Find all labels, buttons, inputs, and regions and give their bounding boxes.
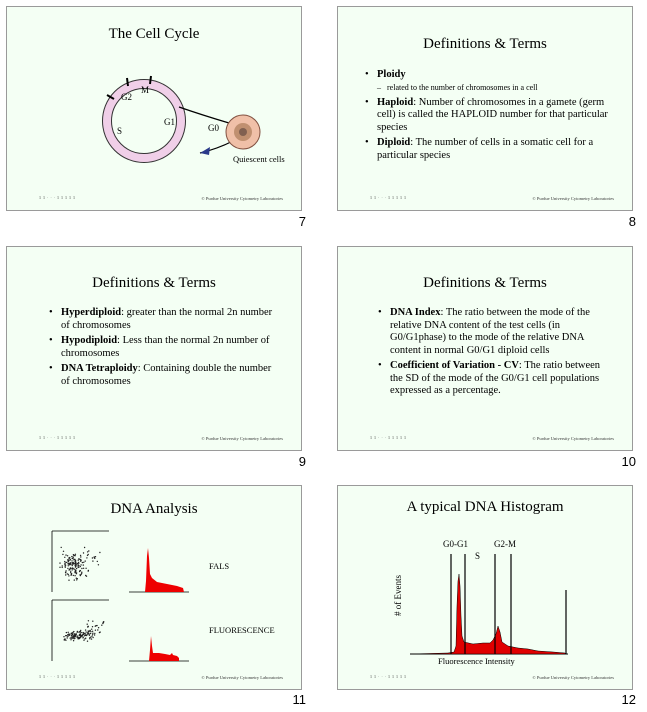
slide-title: DNA Analysis (110, 501, 198, 517)
footer-right: © Purdue University Cytometry Laboratories (201, 675, 283, 680)
slide-title: Definitions & Terms (423, 36, 547, 52)
scatter-point (75, 572, 76, 573)
scatter-point (66, 635, 67, 636)
scatter-point (87, 632, 88, 633)
scatter-point (59, 567, 60, 568)
scatter-point (65, 567, 66, 568)
scatter-point (67, 555, 68, 556)
scatter-point (75, 554, 76, 555)
g0-exit-line (179, 107, 229, 123)
scatter-point (72, 637, 73, 638)
scatter-point (91, 638, 92, 639)
scatter-point (92, 635, 93, 636)
scatter-point (76, 634, 77, 635)
scatter-point (83, 564, 84, 565)
scatter-point (80, 564, 81, 565)
label-s: S (117, 126, 123, 136)
scatter-point (72, 568, 73, 569)
scatter-point (68, 563, 69, 564)
scatter-point (62, 554, 63, 555)
scatter-point (65, 562, 66, 563)
sub-bullet-item: – related to the number of chromosomes in a cell (365, 83, 610, 93)
scatter-point (75, 563, 76, 564)
scatter-point (65, 572, 66, 573)
bullet-item: • Coefficient of Variation - CV: The ratio between the SD of the mode of the G0/G1 cell populations expressed as a percentage. (378, 360, 603, 398)
scatter-point (83, 640, 84, 641)
scatter-point (68, 574, 69, 575)
label-m: M (141, 85, 150, 95)
scatter-point (89, 638, 90, 639)
y-axis-label: # of Events (393, 575, 403, 616)
scatter-point (85, 575, 86, 576)
slide-10 (337, 246, 633, 451)
scatter-point (64, 557, 65, 558)
scatter-point (77, 565, 78, 566)
scatter-point (71, 573, 72, 574)
scatter-point (80, 555, 81, 556)
footer-right: © Purdue University Cytometry Laboratories (532, 436, 614, 441)
scatter-point (87, 551, 88, 552)
scatter-point (73, 557, 74, 558)
scatter-point (74, 559, 75, 560)
scatter-point (74, 575, 75, 576)
slide-number: 9 (298, 454, 306, 469)
scatter-point (74, 561, 75, 562)
scatter-point (88, 554, 89, 555)
scatter-point (67, 568, 68, 569)
scatter-point (74, 579, 75, 580)
scatter-point (70, 559, 71, 560)
x-axis-label: Fluorescence Intensity (438, 656, 515, 666)
scatter-point (72, 563, 73, 564)
scatter-point (65, 574, 66, 575)
scatter-point (97, 629, 98, 630)
scatter-point (80, 566, 81, 567)
histogram-fill (410, 574, 566, 654)
footer-right: © Purdue University Cytometry Laboratories (201, 436, 283, 441)
slide-title: Definitions & Terms (423, 275, 547, 291)
scatter-point (92, 560, 93, 561)
scatter-point (92, 637, 93, 638)
scatter-point (85, 568, 86, 569)
scatter-point (83, 552, 84, 553)
scatter-point (75, 565, 76, 566)
label-s: S (475, 551, 481, 561)
scatter-point (81, 572, 82, 573)
slide-title: A typical DNA Histogram (406, 499, 564, 515)
scatter-point (65, 640, 66, 641)
scatter-point (101, 625, 102, 626)
scatter-point (79, 638, 80, 639)
slide-8 (337, 6, 633, 211)
scatter-point (90, 636, 91, 637)
scatter-point (82, 562, 83, 563)
scatter-point (78, 558, 79, 559)
label-g0: G0 (208, 123, 219, 133)
fals-histogram (145, 548, 184, 592)
scatter-point (92, 557, 93, 558)
label-g0g1: G0-G1 (443, 539, 468, 549)
scatter-point (80, 575, 81, 576)
scatter-point (84, 633, 85, 634)
footer-right: © Purdue University Cytometry Laboratories (201, 196, 283, 201)
footer-left: 1 1 · · · 1 1 1 1 1 (370, 195, 407, 200)
label-g1: G1 (164, 117, 175, 127)
scatter-point (96, 625, 97, 626)
scatter-point (75, 636, 76, 637)
scatter-point (68, 565, 69, 566)
scatter-point (84, 547, 85, 548)
bullet-item: • Diploid: The number of cells in a somatic cell for a particular species (365, 137, 610, 162)
scatter-point (63, 551, 64, 552)
scatter-point (67, 636, 68, 637)
scatter-point (82, 637, 83, 638)
scatter-point (66, 562, 67, 563)
scatter-point (76, 579, 77, 580)
scatter-point (92, 633, 93, 634)
bullet-list (365, 69, 610, 165)
label-quiescent: Quiescent cells (233, 154, 285, 164)
scatter-point (67, 634, 68, 635)
fluorescence-scatterplot (63, 620, 104, 642)
scatter-point (67, 637, 68, 638)
scatter-point (82, 635, 83, 636)
slide-title: Definitions & Terms (92, 275, 216, 291)
scatter-point (64, 638, 65, 639)
scatter-point (73, 575, 74, 576)
scatter-point (85, 560, 86, 561)
scatter-point (70, 571, 71, 572)
scatter-point (78, 560, 79, 561)
scatter-point (85, 631, 86, 632)
scatter-point (83, 568, 84, 569)
scatter-point (71, 635, 72, 636)
footer-left: 1 1 · · · 1 1 1 1 1 (39, 674, 76, 679)
fluorescence-histogram (149, 636, 179, 661)
label-g2: G2 (121, 92, 132, 102)
scatter-point (73, 640, 74, 641)
scatter-point (71, 556, 72, 557)
scatter-point (95, 556, 96, 557)
scatter-point (92, 621, 93, 622)
scatter-point (92, 631, 93, 632)
scatter-point (77, 566, 78, 567)
scatter-point (77, 635, 78, 636)
scatter-point (62, 567, 63, 568)
scatter-point (88, 550, 89, 551)
scatter-point (75, 570, 76, 571)
scatter-point (79, 571, 80, 572)
footer-left: 1 1 · · · 1 1 1 1 1 (370, 674, 407, 679)
scatter-point (99, 632, 100, 633)
scatter-point (76, 572, 77, 573)
scatter-point (70, 639, 71, 640)
scatter-point (81, 568, 82, 569)
scatter-point (87, 624, 88, 625)
label-fals: FALS (209, 561, 230, 571)
slide-number: 12 (621, 692, 636, 707)
scatter-point (103, 622, 104, 623)
bullet-list (378, 307, 603, 401)
scatter-point (97, 561, 98, 562)
scatter-point (68, 580, 69, 581)
scatter-point (90, 630, 91, 631)
slide-11 (6, 485, 302, 690)
label-g2m: G2-M (494, 539, 516, 549)
scatter-point (72, 632, 73, 633)
scatter-point (70, 562, 71, 563)
bullet-item: • DNA Index: The ratio between the mode of the relative DNA content of the test cells (in G0/G1phase) to the mode of the relative DNA content in normal G0/G1 diploid cells (378, 307, 603, 357)
scatter-point (68, 569, 69, 570)
scatter-point (77, 632, 78, 633)
scatter-point (65, 554, 66, 555)
scatter-point (88, 630, 89, 631)
scatter-point (92, 626, 93, 627)
scatter-point (90, 631, 91, 632)
scatter-point (80, 556, 81, 557)
dna-analysis-plots (7, 486, 303, 691)
scatter-point (88, 626, 89, 627)
scatter-point (72, 565, 73, 566)
bullet-list (49, 307, 274, 391)
slide-number: 10 (621, 454, 636, 469)
bullet-item: • Hypodiploid: Less than the normal 2n number of chromosomes (49, 335, 274, 360)
scatter-point (65, 570, 66, 571)
scatter-point (91, 629, 92, 630)
scatter-point (69, 558, 70, 559)
scatter-point (73, 555, 74, 556)
slide-9 (6, 246, 302, 451)
scatter-point (88, 620, 89, 621)
scatter-point (86, 557, 87, 558)
fals-scatterplot (59, 547, 100, 581)
slide-number: 11 (292, 692, 306, 707)
footer-right: © Purdue University Cytometry Laboratories (532, 675, 614, 680)
scatter-point (77, 564, 78, 565)
cell-cycle-diagram (7, 7, 303, 212)
scatter-point (87, 641, 88, 642)
scatter-point (62, 565, 63, 566)
footer-right: © Purdue University Cytometry Laboratories (532, 196, 614, 201)
scatter-point (83, 562, 84, 563)
scatter-point (64, 561, 65, 562)
scatter-point (90, 633, 91, 634)
scatter-point (72, 569, 73, 570)
scatter-point (84, 635, 85, 636)
label-fluorescence: FLUORESCENCE (209, 625, 275, 635)
slide-title: The Cell Cycle (108, 26, 200, 42)
scatter-point (70, 563, 71, 564)
scatter-point (71, 633, 72, 634)
scatter-point (68, 632, 69, 633)
scatter-point (76, 568, 77, 569)
scatter-point (72, 558, 73, 559)
scatter-point (70, 568, 71, 569)
scatter-point (80, 560, 81, 561)
scatter-point (82, 632, 83, 633)
scatter-point (85, 629, 86, 630)
scatter-point (64, 565, 65, 566)
slide-12 (337, 485, 633, 690)
bullet-item: • Ploidy (365, 69, 610, 82)
bullet-item: • Hyperdiploid: greater than the normal 2n number of chromosomes (49, 307, 274, 332)
scatter-point (70, 638, 71, 639)
scatter-point (76, 636, 77, 637)
slide-number: 7 (298, 214, 306, 229)
scatter-point (72, 634, 73, 635)
scatter-point (94, 557, 95, 558)
scatter-point (94, 633, 95, 634)
scatter-point (95, 626, 96, 627)
scatter-point (71, 560, 72, 561)
scatter-point (74, 555, 75, 556)
scatter-point (85, 638, 86, 639)
scatter-point (61, 547, 62, 548)
scatter-point (98, 627, 99, 628)
scatter-point (99, 552, 100, 553)
scatter-point (88, 570, 89, 571)
scatter-point (74, 634, 75, 635)
scatter-point (74, 638, 75, 639)
footer-left: 1 1 · · · 1 1 1 1 1 (39, 195, 76, 200)
scatter-point (95, 630, 96, 631)
slide-7 (6, 6, 302, 211)
scatter-point (98, 564, 99, 565)
scatter-point (94, 634, 95, 635)
scatter-point (86, 634, 87, 635)
scatter-point (80, 634, 81, 635)
scatter-point (73, 568, 74, 569)
scatter-point (63, 636, 64, 637)
scatter-point (77, 578, 78, 579)
bullet-item: • Haploid: Number of chromosomes in a gamete (germ cell) is called the HAPLOID number for that particular species (365, 97, 610, 135)
scatter-point (68, 575, 69, 576)
footer-left: 1 1 · · · 1 1 1 1 1 (370, 435, 407, 440)
scatter-point (71, 638, 72, 639)
bullet-item: • DNA Tetraploidy: Containing double the number of chromosomes (49, 363, 274, 388)
scatter-point (89, 635, 90, 636)
scatter-point (59, 562, 60, 563)
scatter-point (66, 632, 67, 633)
footer-left: 1 1 · · · 1 1 1 1 1 (39, 435, 76, 440)
scatter-point (81, 574, 82, 575)
slide-number: 8 (628, 214, 636, 229)
scatter-point (79, 631, 80, 632)
scatter-point (68, 561, 69, 562)
